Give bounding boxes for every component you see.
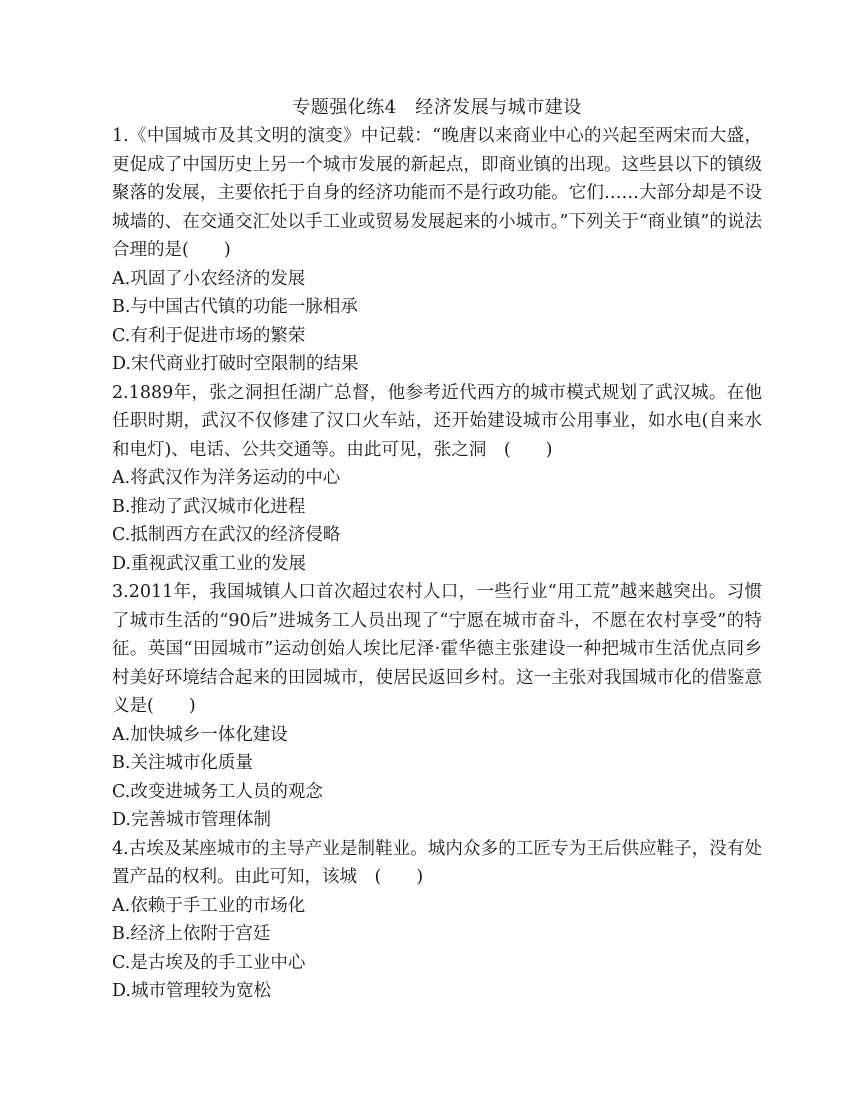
question-1-option-c: C.有利于促进市场的繁荣 [112, 325, 306, 346]
question-2 [112, 379, 762, 579]
question-3 [112, 578, 762, 835]
question-4-option-d: D.城市管理较为宽松 [112, 981, 271, 1001]
question-1-option-d: D.宋代商业打破时空限制的结果 [112, 354, 359, 374]
question-3-option-a: A.加快城乡一体化建设 [112, 724, 288, 745]
question-2-stem: 2.1889年，张之洞担任湖广总督，他参考近代西方的城市模式规划了武汉城。在他任职时期，武汉不仅修建了汉口火车站，还开始建设城市公用事业，如水电(自来水和电灯)、电话、公共交通等。由此可见，张之洞 ( ) [112, 382, 762, 460]
question-4-option-c: C.是古埃及的手工业中心 [112, 952, 306, 973]
question-4-stem: 4.古埃及某座城市的主导产业是制鞋业。城内众多的工匠专为王后供应鞋子，没有处置产品的权利。由此可知，该城 ( ) [112, 838, 762, 887]
question-1-option-b: B.与中国古代镇的功能一脉相承 [112, 297, 358, 317]
question-3-stem: 3.2011年，我国城镇人口首次超过农村人口，一些行业“用工荒”越来越突出。习惯了城市生活的“90后”进城务工人员出现了“宁愿在城市奋斗，不愿在农村享受”的特征。英国“田园城市”运动创始人埃比尼泽·霍华德主张建设一种把城市生活优点同乡村美好环境结合起来的田园城市，使居民返回乡村。这一主张对我国城市化的借鉴意义是( ) [112, 582, 762, 716]
question-3-option-d: D.完善城市管理体制 [112, 810, 271, 830]
document-page [112, 94, 762, 1006]
question-4-option-a: A.依赖于手工业的市场化 [112, 895, 306, 916]
question-2-option-b: B.推动了武汉城市化进程 [112, 496, 306, 517]
question-3-option-c: C.改变进城务工人员的观念 [112, 781, 323, 802]
question-1-option-a: A.巩固了小农经济的发展 [112, 268, 306, 289]
question-2-option-c: C.抵制西方在武汉的经济侵略 [112, 525, 341, 545]
question-1-stem: 1.《中国城市及其文明的演变》中记载：“晚唐以来商业中心的兴起至两宋而大盛，更促成了中国历史上另一个城市发展的新起点，即商业镇的出现。这些县以下的镇级聚落的发展，主要依托于自身的经济功能而不是行政功能。它们……大部分却是不设城墙的、在交通交汇处以手工业或贸易发展起来的小城市。”下列关于“商业镇”的说法合理的是( ) [112, 126, 762, 260]
question-1 [112, 122, 762, 379]
question-3-option-b: B.关注城市化质量 [112, 753, 253, 773]
question-2-option-a: A.将武汉作为洋务运动的中心 [112, 468, 341, 488]
question-2-option-d: D.重视武汉重工业的发展 [112, 553, 306, 574]
page-title: 专题强化练4 经济发展与城市建设 [292, 97, 582, 118]
question-4 [112, 835, 762, 1006]
question-4-option-b: B.经济上依附于宫廷 [112, 924, 271, 944]
